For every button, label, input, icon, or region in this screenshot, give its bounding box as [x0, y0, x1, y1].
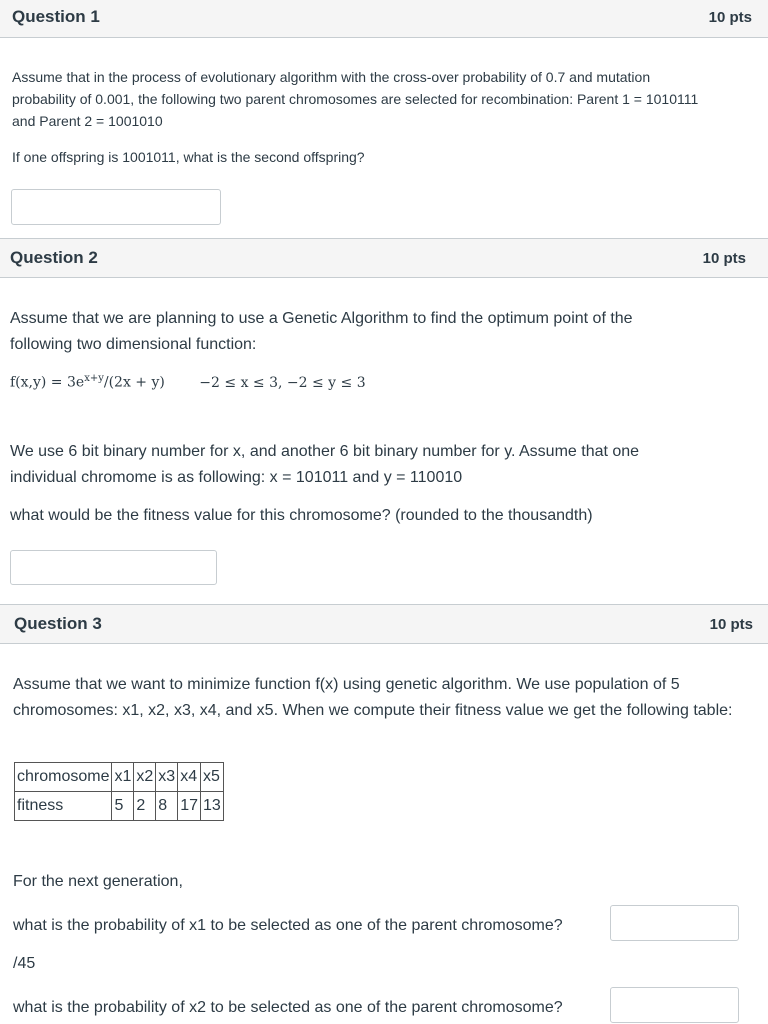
question-1-answer-input[interactable] [11, 189, 221, 225]
table-cell: x2 [134, 763, 156, 792]
question-3-prob-x1: what is the probability of x1 to be selected as one of the parent chromosome? [13, 917, 563, 934]
question-3-points: 10 pts [709, 616, 753, 633]
question-1-header [0, 0, 768, 38]
formula-exponent: x+y [84, 373, 104, 384]
table-cell: fitness [15, 792, 112, 821]
table-row [15, 792, 224, 821]
question-2-title: Question 2 [10, 248, 98, 267]
table-cell: chromosome [15, 763, 112, 792]
table-cell: x4 [178, 763, 201, 792]
question-2-formula [10, 373, 366, 391]
table-cell: 13 [201, 792, 224, 821]
table-cell: 2 [134, 792, 156, 821]
prob-x2-answer-input[interactable] [610, 987, 739, 1023]
question-1-text: Assume that in the process of evolutionary algorithm with the cross-over probability of 0.7 and mutation probability of 0.001, the following two parent chromosomes are selected for recombination: Parent 1 = 1010111 and Parent 2 = 1001010 [12, 69, 699, 129]
formula-domain: −2 ≤ x ≤ 3, −2 ≤ y ≤ 3 [199, 374, 366, 391]
question-1-question: If one offspring is 1001011, what is the second offspring? [12, 149, 365, 165]
fitness-table [14, 762, 224, 821]
table-cell: x5 [201, 763, 224, 792]
question-2-intro: Assume that we are planning to use a Genetic Algorithm to find the optimum point of the following two dimensional function: [10, 310, 633, 353]
table-header-row [15, 763, 224, 792]
question-3-intro: Assume that we want to minimize function f(x) using genetic algorithm. We use population of 5 chromosomes: x1, x2, x3, x4, and x5. When we compute their fitness value we get the following table: [13, 676, 733, 719]
question-2-answer-input[interactable] [10, 550, 217, 585]
question-3-note: /45 [13, 955, 36, 972]
question-3-title: Question 3 [14, 614, 102, 633]
table-cell: 5 [112, 792, 134, 821]
formula-denominator: /(2x + y) [103, 374, 165, 391]
prob-x1-answer-input[interactable] [610, 905, 739, 941]
question-3-next-gen: For the next generation, [13, 873, 183, 890]
question-2-question: what would be the fitness value for this chromosome? (rounded to the thousandth) [10, 507, 593, 524]
table-cell: x3 [156, 763, 178, 792]
question-3-header [0, 604, 768, 644]
table-cell: 8 [156, 792, 178, 821]
question-2-points: 10 pts [702, 250, 746, 267]
question-2-header [0, 238, 768, 278]
question-1-title: Question 1 [12, 7, 100, 26]
table-cell: 17 [178, 792, 201, 821]
question-2-body: We use 6 bit binary number for x, and another 6 bit binary number for y. Assume that one individual chromome is as following: x = 101011 and y = 110010 [10, 443, 640, 486]
table-cell: x1 [112, 763, 134, 792]
question-3-prob-x2: what is the probability of x2 to be selected as one of the parent chromosome? [13, 999, 563, 1016]
question-1-points: 10 pts [708, 9, 752, 26]
formula-lhs: f(x,y) = 3e [10, 374, 85, 391]
